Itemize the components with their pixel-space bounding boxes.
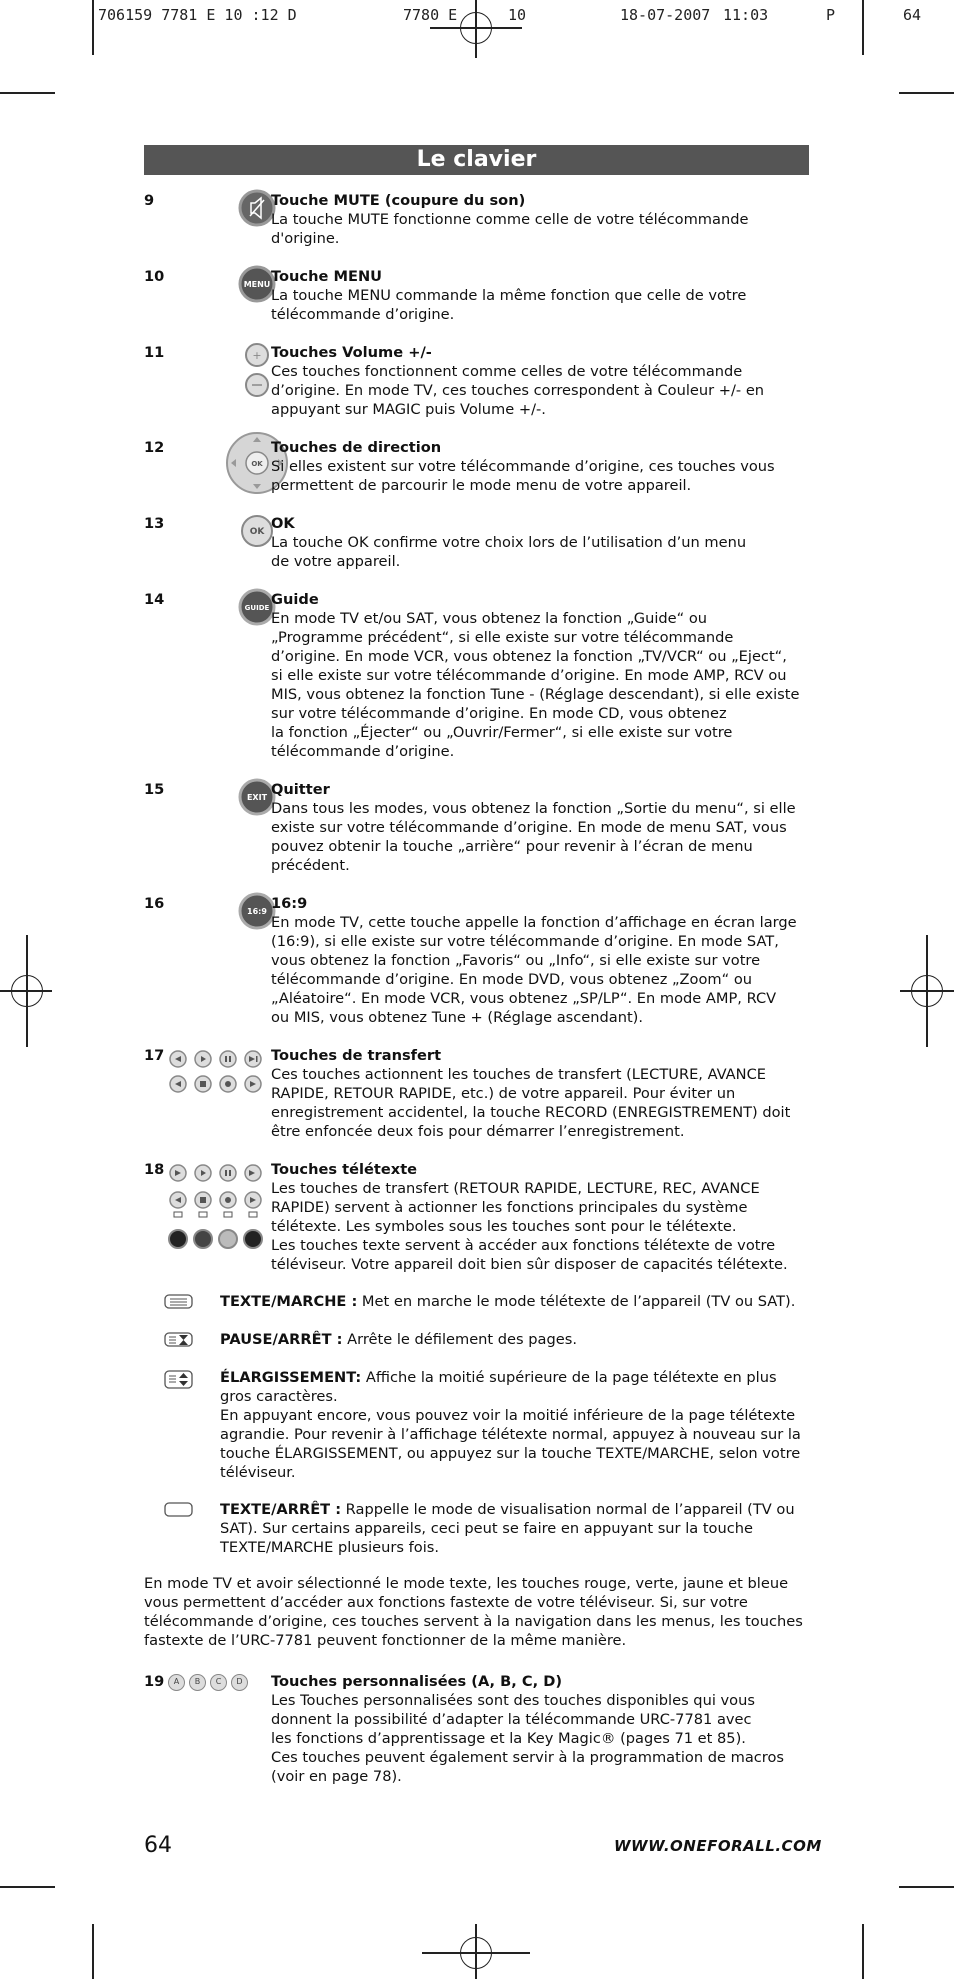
teletext-item-label: ÉLARGISSEMENT: (220, 1369, 362, 1386)
entry-title: Touches de direction (271, 439, 442, 456)
crop-mark (92, 0, 94, 55)
expand-icon (164, 1370, 194, 1395)
entry-description: Ces touches actionnent les touches de transfert (LECTURE, AVANCE RAPIDE, RETOUR RAPIDE, etc.) de votre appareil. Pour éviter un enregistrement accidentel, la touche RECORD (ENREGISTREMENT) doit être enfoncée deux fois pour démarrer l’enregistrement. (271, 1066, 791, 1140)
entry-number: 14 (144, 591, 165, 608)
crop-mark (899, 1886, 954, 1888)
page-number: 64 (144, 1833, 172, 1858)
entry-title: Guide (271, 591, 319, 608)
teletext-item-text: Arrête le défilement des pages. (342, 1331, 577, 1348)
crop-mark (862, 1924, 864, 1979)
text-off-icon (164, 1502, 194, 1523)
print-slug (98, 6, 938, 26)
key-b: B (189, 1674, 206, 1691)
slug-section: 10 (508, 6, 527, 24)
widescreen-icon-label: 16:9 (247, 907, 267, 916)
svg-text:+: + (252, 349, 262, 362)
teletext-item-text: Rappelle le mode de visualisation normal de l’appareil (TV ou SAT). Sur certains appareils, ceci peut se faire en appuyant sur la touche TEXTE/MARCHE plusieurs fois. (220, 1501, 795, 1556)
teletext-item-text: Met en marche le mode télétexte de l’appareil (TV ou SAT). (357, 1293, 796, 1310)
entry-number: 19 (144, 1673, 165, 1690)
teletext-keys-icon (168, 1163, 288, 1256)
slug-p: P (826, 6, 836, 24)
fastext-paragraph: En mode TV et avoir sélectionné le mode texte, les touches rouge, verte, jaune et bleue vous permettent d’accéder aux fonctions fastexte de votre téléviseur. Si, sur votre télécommande d’origine, ces touches servent à la navigation dans les menus, les touches fastexte de l’URC-7781 peuvent fonctionner de la même manière. (144, 1575, 803, 1649)
entry-number: 10 (144, 268, 165, 285)
entry-title: Touche MUTE (coupure du son) (271, 192, 526, 209)
website-url: WWW.ONEFORALL.COM (614, 1837, 822, 1855)
entry-number: 13 (144, 515, 165, 532)
menu-icon-label: MENU (243, 280, 271, 289)
text-on-icon (164, 1294, 194, 1315)
entry-description: Les Touches personnalisées sont des touches disponibles qui vous donnent la possibilité d’adapter la télécommande URC-7781 avec les fonctions d’apprentissage et la Key Magic® (pages 71 et 85). Ces touches peuvent également servir à la programmation de macros (voir en page 78). (271, 1692, 784, 1785)
slug-time: 11:03 (723, 6, 769, 24)
entry-description: La touche MENU commande la même fonction que celle de votre télécommande d’origine. (271, 287, 747, 323)
entry-number: 9 (144, 192, 155, 209)
entry-number: 15 (144, 781, 165, 798)
entry-description: La touche MUTE fonctionne comme celle de votre télécommande d'origine. (271, 211, 749, 247)
custom-keys-icon (168, 1674, 288, 1695)
transport-keys-icon (168, 1049, 288, 1100)
entry-title: Touches personnalisées (A, B, C, D) (271, 1673, 562, 1690)
entry-title: Touches de transfert (271, 1047, 442, 1064)
entry-title: Touche MENU (271, 268, 383, 285)
crop-mark (0, 1886, 55, 1888)
entry-number: 16 (144, 895, 165, 912)
entry-title: Touches télétexte (271, 1161, 418, 1178)
entry-description: Les touches de transfert (RETOUR RAPIDE, LECTURE, REC, AVANCE RAPIDE) servent à actionner les fonctions principales du système télétexte. Les symboles sous les touches sont pour le télétexte. Les touches texte servent à accéder aux fonctions télétexte de votre téléviseur. Votre appareil doit bien sûr disposer de capacités télétexte. (271, 1180, 788, 1273)
entry-title: OK (271, 515, 295, 532)
entry-number: 12 (144, 439, 165, 456)
slug-code: 706159 7781 E 10 :12 D (98, 6, 297, 24)
crop-mark (0, 92, 55, 94)
direction-ok-label: OK (251, 460, 263, 468)
entry-title: Touches Volume +/- (271, 344, 432, 361)
guide-icon-label: GUIDE (244, 604, 270, 612)
exit-icon-label: EXIT (246, 793, 268, 802)
entry-description: En mode TV et/ou SAT, vous obtenez la fonction „Guide“ ou „Programme précédent“, si elle existe sur votre télécommande d’origine. En mode VCR, vous obtenez la fonction „TV/VCR“ ou „Eject“, si elle existe sur votre télécommande d’origine. En mode AMP, RCV ou MIS, vous obtenez la fonction Tune - (Réglage descendant), si elle existe sur votre télécommande d’origine. En mode CD, vous obtenez la fonction „Éjecter“ ou „Ouvrir/Fermer“, si elle existe sur votre télécommande d’origine. (271, 610, 800, 760)
entry-title: Quitter (271, 781, 330, 798)
entry-description: La touche OK confirme votre choix lors de l’utilisation d’un menu de votre appareil. (271, 534, 747, 570)
page-title: Le clavier (144, 145, 809, 175)
slug-model: 7780 E (403, 6, 458, 24)
teletext-item-text: Affiche la moitié supérieure de la page télétexte en plus gros caractères. En appuyant encore, vous pouvez voir la moitié inférieure de la page télétexte agrandie. Pour revenir à l’affichage télétexte normal, appuyez à nouveau sur la touche ÉLARGISSEMENT, ou appuyez sur la touche TEXTE/MARCHE, selon votre téléviseur. (220, 1369, 801, 1481)
entry-number: 17 (144, 1047, 165, 1064)
entry-title: 16:9 (271, 895, 308, 912)
slug-date: 18-07-2007 (620, 6, 711, 24)
crop-mark (899, 92, 954, 94)
teletext-item-label: TEXTE/ARRÊT : (220, 1501, 342, 1518)
crop-mark (92, 1924, 94, 1979)
hold-icon (164, 1332, 194, 1353)
teletext-item-label: TEXTE/MARCHE : (220, 1293, 358, 1310)
entry-description: En mode TV, cette touche appelle la fonction d’affichage en écran large (16:9), si elle existe sur votre télécommande d’origine. En mode SAT, vous obtenez la fonction „Favoris“ ou „Info“, si elle existe sur votre télécommande d’origine. En mode DVD, vous obtenez „Zoom“ ou „Aléatoire“. En mode VCR, vous obtenez „SP/LP“. En mode AMP, RCV ou MIS, vous obtenez Tune + (Réglage ascendant). (271, 914, 797, 1026)
entry-number: 18 (144, 1161, 165, 1178)
entry-number: 11 (144, 344, 165, 361)
entry-description: Dans tous les modes, vous obtenez la fonction „Sortie du menu“, si elle existe sur votre télécommande d’origine. En mode de menu SAT, vous pouvez obtenir la touche „arrière“ pour revenir à l’écran de menu précédent. (271, 800, 796, 874)
key-a: A (168, 1674, 185, 1691)
key-c: C (210, 1674, 227, 1691)
key-d: D (231, 1674, 248, 1691)
ok-icon-label: OK (249, 527, 265, 537)
entry-description: Ces touches fonctionnent comme celles de votre télécommande d’origine. En mode TV, ces touches correspondent à Couleur +/- en appuyant sur MAGIC puis Volume +/-. (271, 363, 765, 418)
teletext-item-label: PAUSE/ARRÊT : (220, 1331, 343, 1348)
entry-description: Si elles existent sur votre télécommande d’origine, ces touches vous permettent de parcourir le mode menu de votre appareil. (271, 458, 775, 494)
slug-page: 64 (903, 6, 922, 24)
